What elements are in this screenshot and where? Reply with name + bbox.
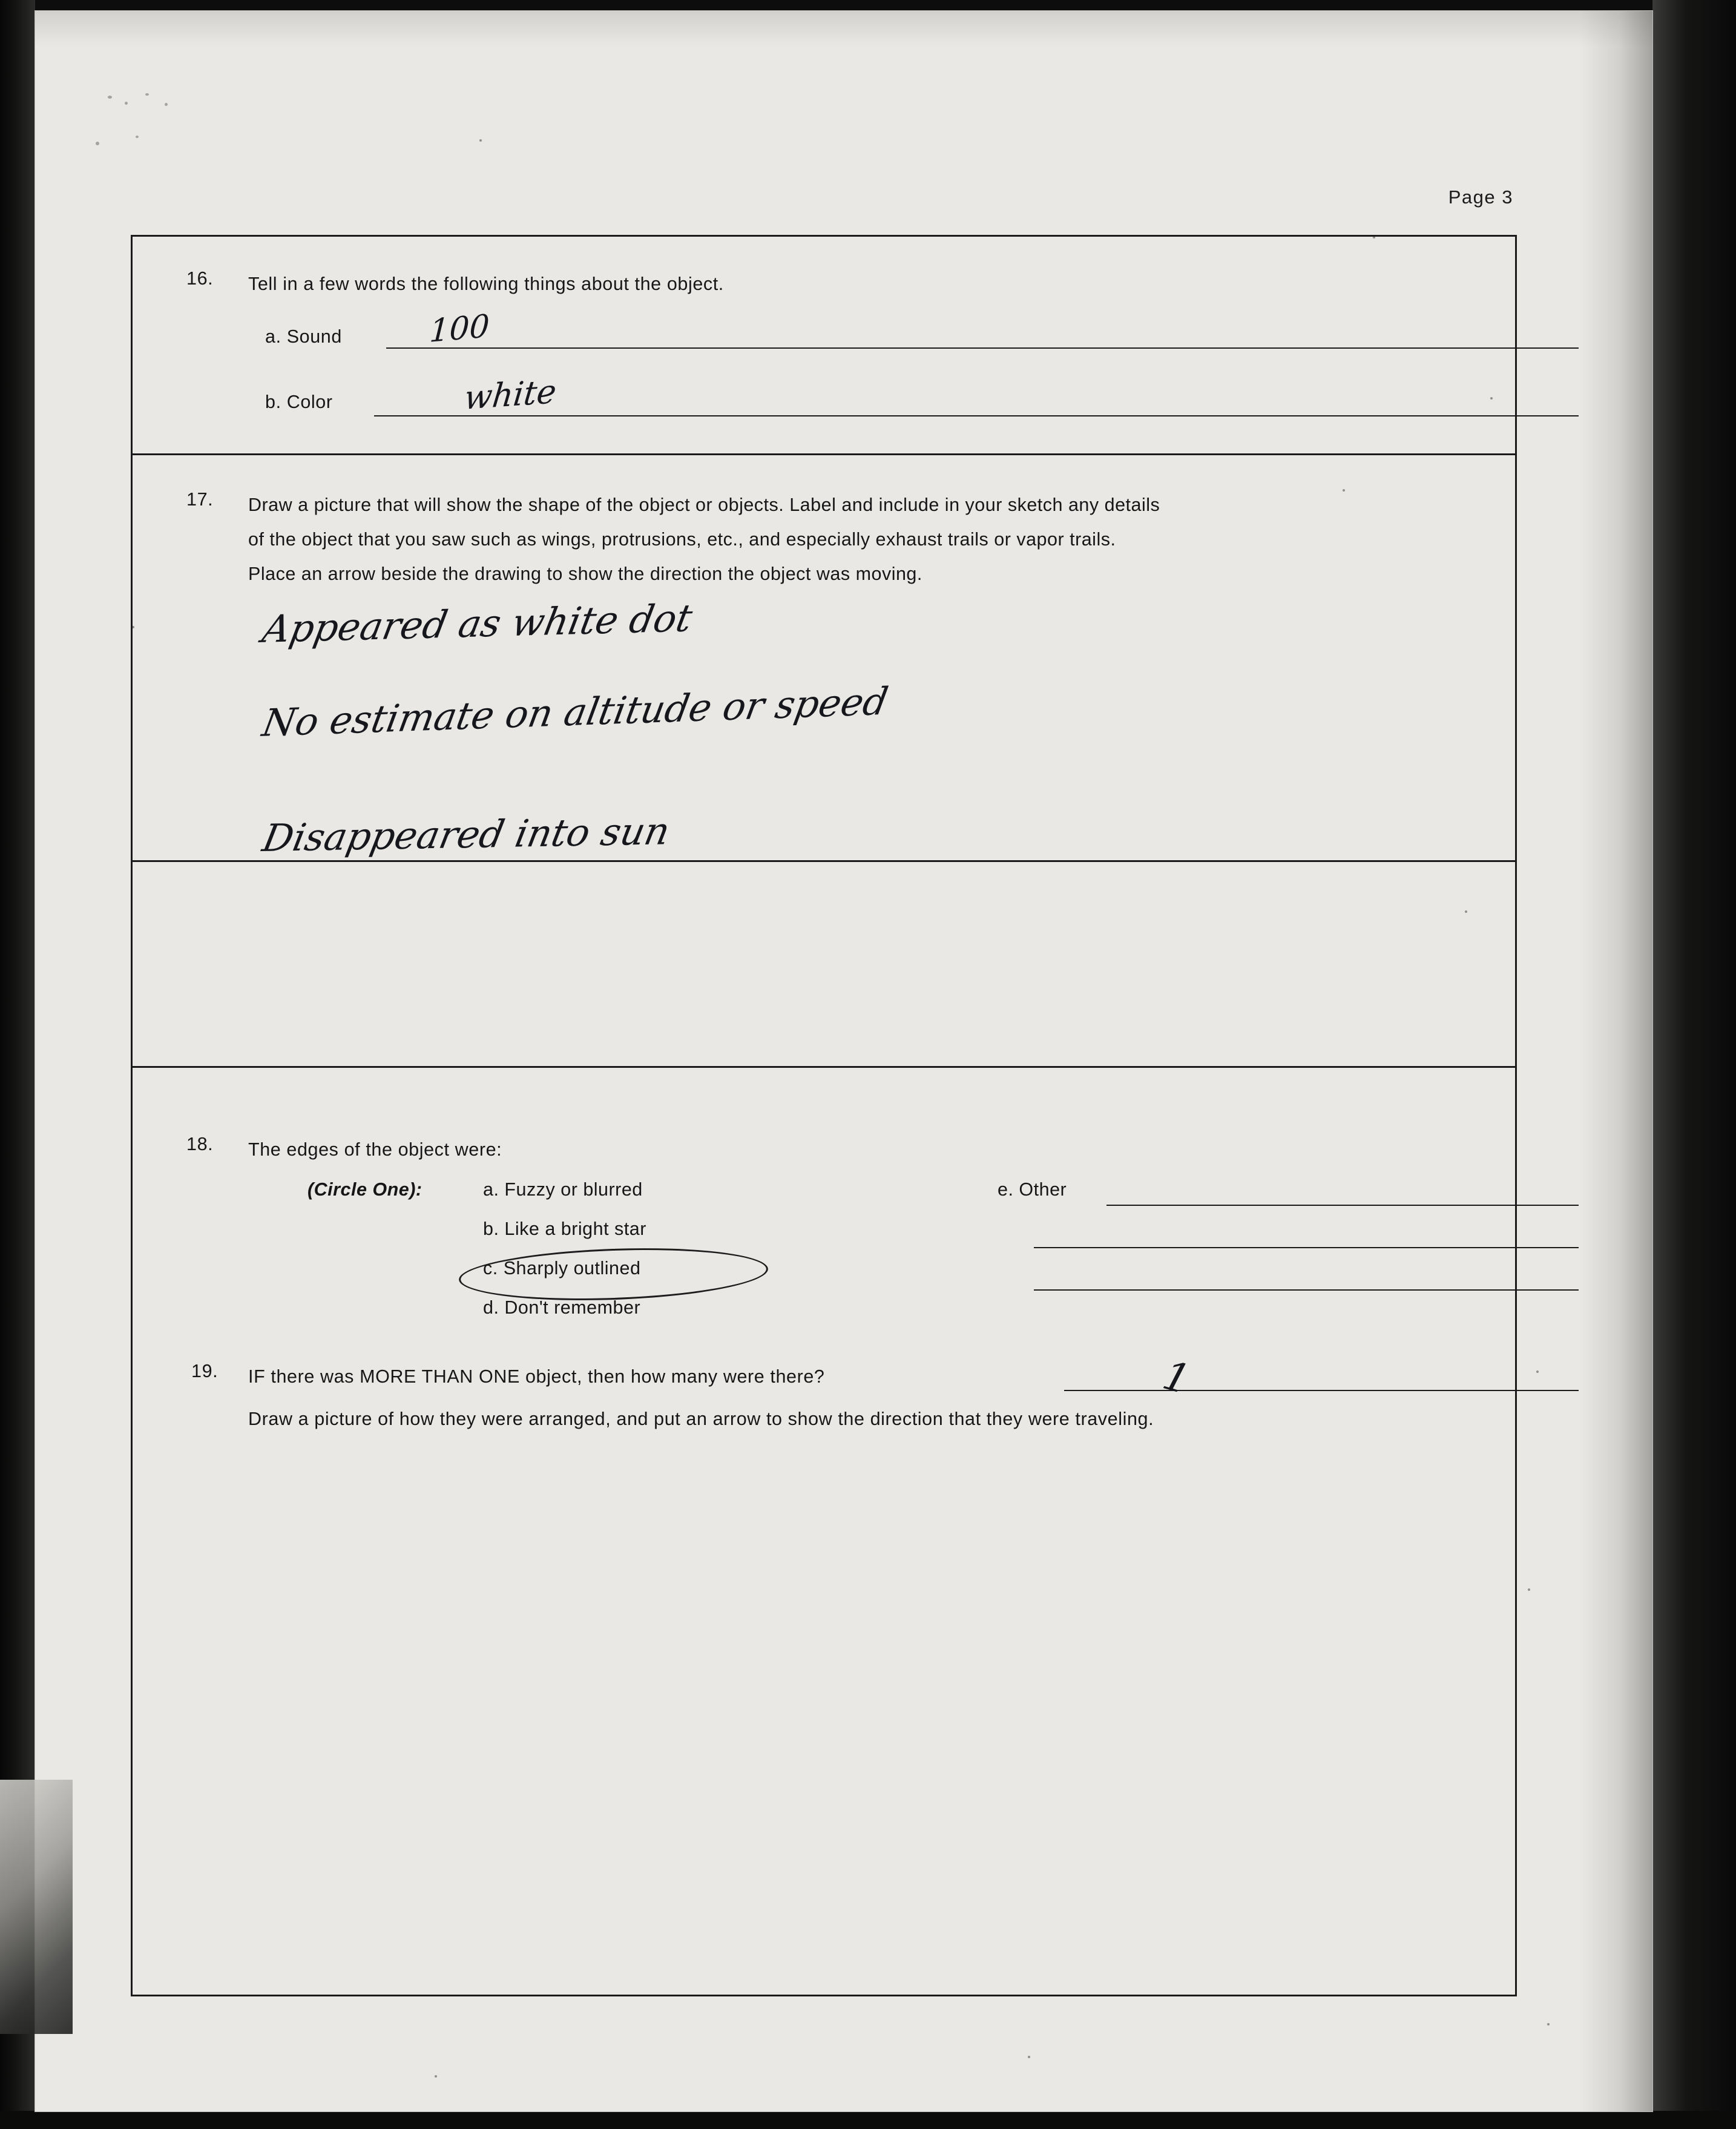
question-16a-label: a. Sound xyxy=(265,326,342,347)
question-18-other-line-2 xyxy=(1034,1247,1579,1248)
section-divider xyxy=(133,860,1515,862)
question-16b-line xyxy=(374,415,1579,416)
question-18-choice-d[interactable]: d. Don't remember xyxy=(483,1297,641,1318)
question-18-choice-a[interactable]: a. Fuzzy or blurred xyxy=(483,1179,643,1200)
question-17-handwriting-line-3: Disappeared into sun xyxy=(259,809,674,860)
question-18-circle-one-label: (Circle One): xyxy=(307,1179,422,1200)
question-17-number: 17. xyxy=(186,489,214,510)
question-16a-answer: 100 xyxy=(429,308,491,350)
question-17-line-2: of the object that you saw such as wings, protrusions, etc., and especially exhaust trails or vapor trails. xyxy=(248,529,1116,550)
question-17-line-3: Place an arrow beside the drawing to show the direction the object was moving. xyxy=(248,564,922,584)
scan-edge-bottom xyxy=(0,2111,1736,2129)
question-18-other-line-1 xyxy=(1106,1205,1579,1206)
form-content xyxy=(35,11,1652,2111)
section-divider xyxy=(133,1066,1515,1068)
question-18-choice-b[interactable]: b. Like a bright star xyxy=(483,1219,646,1239)
page-corner-fold xyxy=(0,1780,73,2034)
question-18-choice-c[interactable]: c. Sharply outlined xyxy=(483,1258,641,1278)
page-label: Page 3 xyxy=(1448,186,1513,208)
question-16a-line xyxy=(386,347,1579,349)
question-19-line-2: Draw a picture of how they were arranged, and put an arrow to show the direction that they were traveling. xyxy=(248,1409,1154,1429)
document-page xyxy=(35,11,1652,2111)
question-18-other-line-3 xyxy=(1034,1289,1579,1291)
question-19-line-1: IF there was MORE THAN ONE object, then how many were there? xyxy=(248,1366,825,1387)
question-18-number: 18. xyxy=(186,1134,214,1154)
section-divider xyxy=(133,453,1515,455)
question-18-text: The edges of the object were: xyxy=(248,1139,502,1160)
question-16-text: Tell in a few words the following things about the object. xyxy=(248,274,724,294)
question-19-answer-line xyxy=(1064,1390,1579,1391)
question-16b-answer: white xyxy=(462,372,559,417)
question-17-line-1: Draw a picture that will show the shape of the object or objects. Label and include in your sketch any details xyxy=(248,495,1160,515)
question-19-answer: 1 xyxy=(1158,1351,1195,1404)
question-16-number: 16. xyxy=(186,268,214,289)
question-19-number: 19. xyxy=(191,1361,219,1381)
question-16b-label: b. Color xyxy=(265,392,333,412)
question-18-other-label: e. Other xyxy=(998,1179,1067,1200)
scan-edge-right xyxy=(1652,0,1736,2129)
question-17-handwriting-line-2: No estimate on altitude or speed xyxy=(259,679,892,745)
question-17-handwriting-line-1: Appeared as white dot xyxy=(259,596,696,651)
